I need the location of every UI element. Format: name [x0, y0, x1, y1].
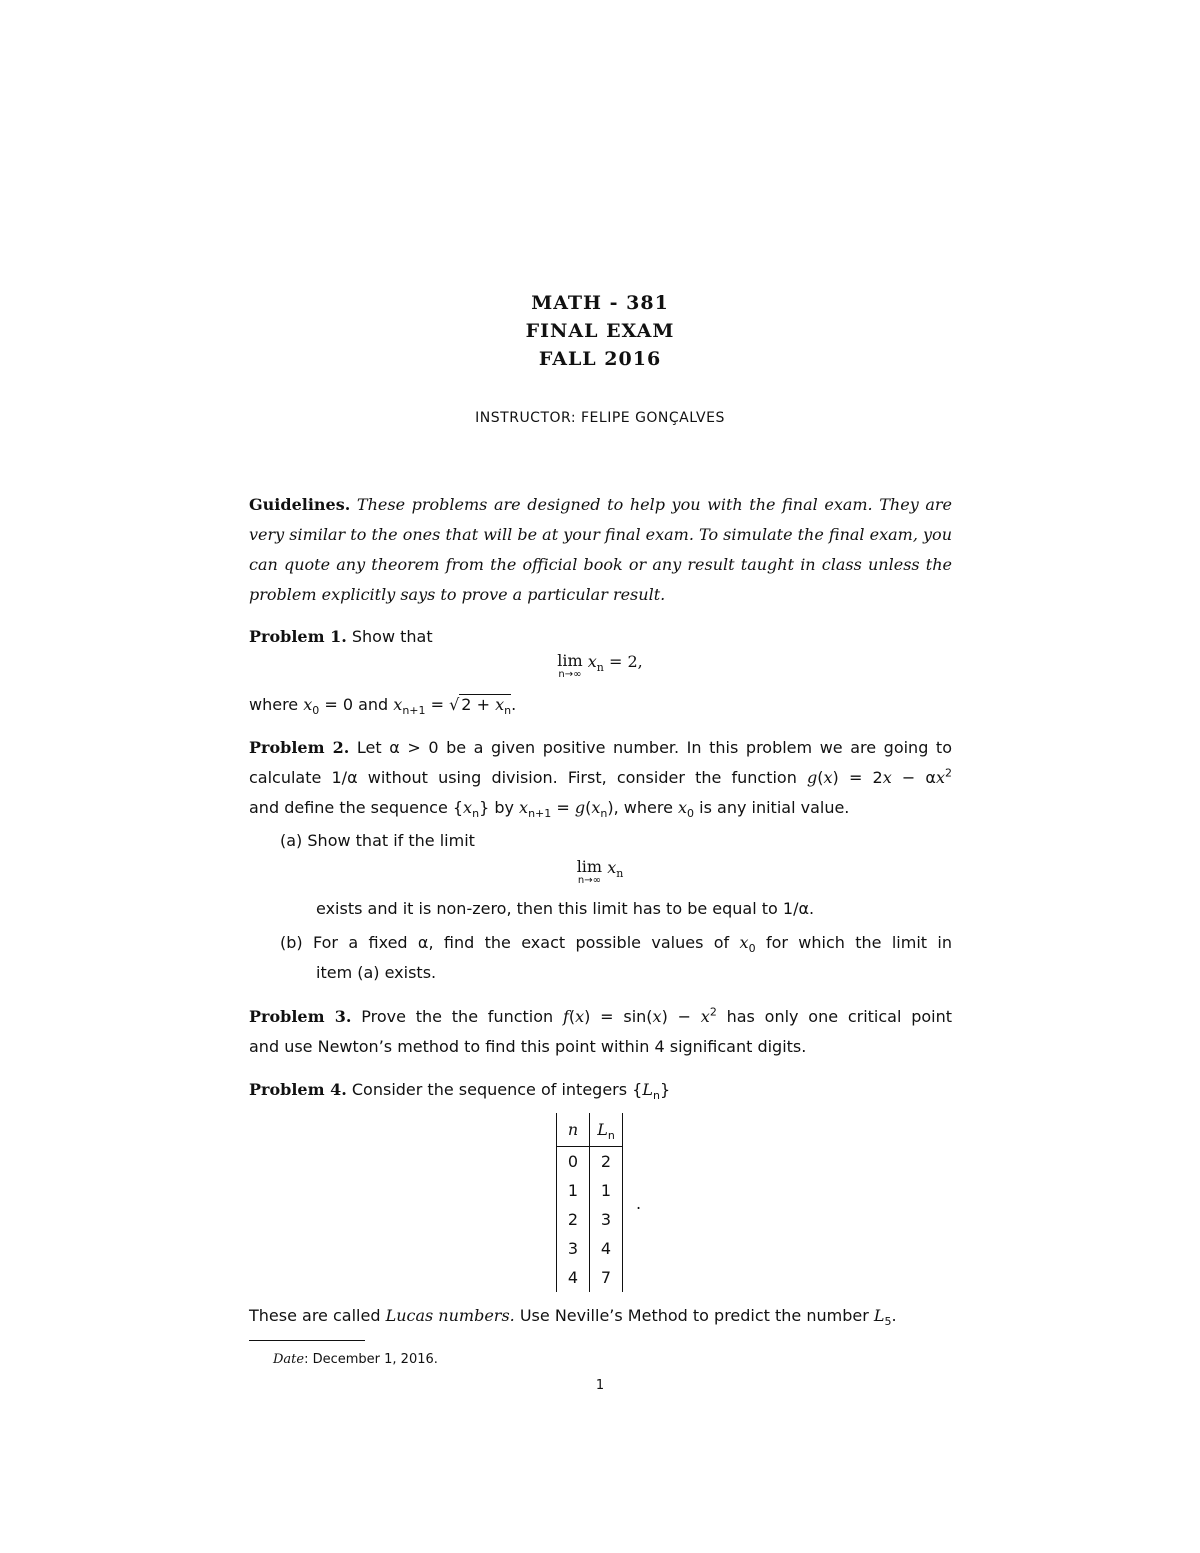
problem2-item-b: (b) For a fixed α, find the exact possible values of $x_0$ for which the limit in [280, 933, 952, 956]
problem1-display-equation: lim n→∞ $x_n = 2$, [557, 651, 643, 680]
problem2-label: Problem 2. [249, 738, 350, 757]
problem1-where: where [249, 695, 299, 714]
item-b-label: (b) [280, 933, 303, 952]
problem4-after1: These are called [249, 1306, 381, 1325]
table-row: 1 1 [557, 1176, 623, 1205]
item-a-after-text: exists and it is non-zero, then this limit has to be equal to 1/α. [316, 899, 815, 918]
item-b-text3: item (a) exists. [316, 963, 437, 982]
problem3-text1: Prove the the function [361, 1007, 554, 1026]
problem3-line1: Problem 3. Prove the the function $f(x) = \sin(x) - x^2$ has only one critical point [249, 1005, 952, 1026]
problem2-text-line3b: by [494, 798, 514, 817]
exam-title: FINAL EXAM [525, 320, 675, 342]
problem2-item-a [280, 826, 952, 856]
problem2-text-line3c: , where [613, 798, 673, 817]
page-number: 1 [595, 1378, 605, 1393]
footnote-label: Date [273, 1352, 305, 1367]
problem4-heading: Problem 4. Consider the sequence of integers $\{L_n\}$ [249, 1080, 671, 1103]
problem2-line1 [249, 733, 952, 763]
footnote-rule [249, 1340, 365, 1341]
item-a-label: (a) [280, 831, 303, 850]
lucas-table [556, 1113, 623, 1292]
problem2-text-line3d: is any initial value. [699, 798, 850, 817]
problem2-text-line1: Let α > 0 be a given positive number. In this problem we are going to [356, 738, 952, 757]
problem4-after2: Use Neville’s Method to predict the number [519, 1306, 869, 1325]
problem2-limit-display: lim n→∞ $x_n$ [576, 857, 624, 886]
item-b-text1: For a fixed α, find the exact possible values of [313, 933, 730, 952]
table-header-n: n [557, 1113, 590, 1147]
problem2-text-line2: calculate 1/α without using division. First, consider the function [249, 768, 797, 787]
problem1-intro: Show that [351, 627, 433, 646]
problem1-where-line: where $x_0 = 0$ and $x_{n+1}$ = √ $2 + x_n$. [249, 695, 517, 718]
item-a-text: Show that if the limit [307, 831, 475, 850]
table-row: 3 4 [557, 1234, 623, 1263]
term-title: FALL 2016 [538, 348, 662, 370]
problem4-closing: These are called Lucas numbers. Use Neville’s Method to predict the number $L_5$. [249, 1306, 897, 1329]
item-b-text2: for which the limit in [765, 933, 952, 952]
guidelines-label: Guidelines. [249, 495, 351, 514]
footnote [273, 1352, 438, 1367]
instructor-line: INSTRUCTOR: FELIPE GONÇALVES [475, 410, 725, 426]
problem3-text2: has only one critical point [726, 1007, 952, 1026]
problem2-line2: calculate 1/α without using division. First, consider the function $g(x) = 2x - \alpha x^2$ [249, 766, 953, 787]
guidelines-paragraph [249, 490, 952, 610]
problem4-text: Consider the sequence of integers [351, 1080, 628, 1099]
problem4-label: Problem 4. [249, 1080, 347, 1099]
lucas-numbers-term: Lucas numbers. [385, 1306, 515, 1325]
table-header-L: $L_n$ [590, 1113, 623, 1147]
course-title: MATH - 381 [531, 292, 669, 314]
problem3-label: Problem 3. [249, 1007, 352, 1026]
guidelines-text: These problems are designed to help you with the final exam. They are very similar to the ones that will be at your final exam. To simulate the final exam, you can quote any theorem from the official book or any result taught in class unless the problem explicitly says to prove a particular result. [249, 495, 952, 604]
table-row: 0 2 [557, 1147, 623, 1177]
problem1-heading [249, 622, 952, 652]
problem2-line3: and define the sequence $\{x_n\}$ by $x_{n+1} = g(x_n)$, where $x_0$ is any initial value. [249, 798, 850, 821]
table-row: 2 3 [557, 1205, 623, 1234]
footnote-text: : December 1, 2016. [304, 1352, 438, 1367]
problem1-label: Problem 1. [249, 627, 347, 646]
table-period: . [636, 1194, 642, 1213]
problem1-display-rhs: = 2, [608, 652, 643, 671]
problem2-text-line3a: and define the sequence [249, 798, 448, 817]
table-row: 4 7 [557, 1263, 623, 1292]
problem3-text3: and use Newton’s method to find this point within 4 significant digits. [249, 1037, 807, 1056]
